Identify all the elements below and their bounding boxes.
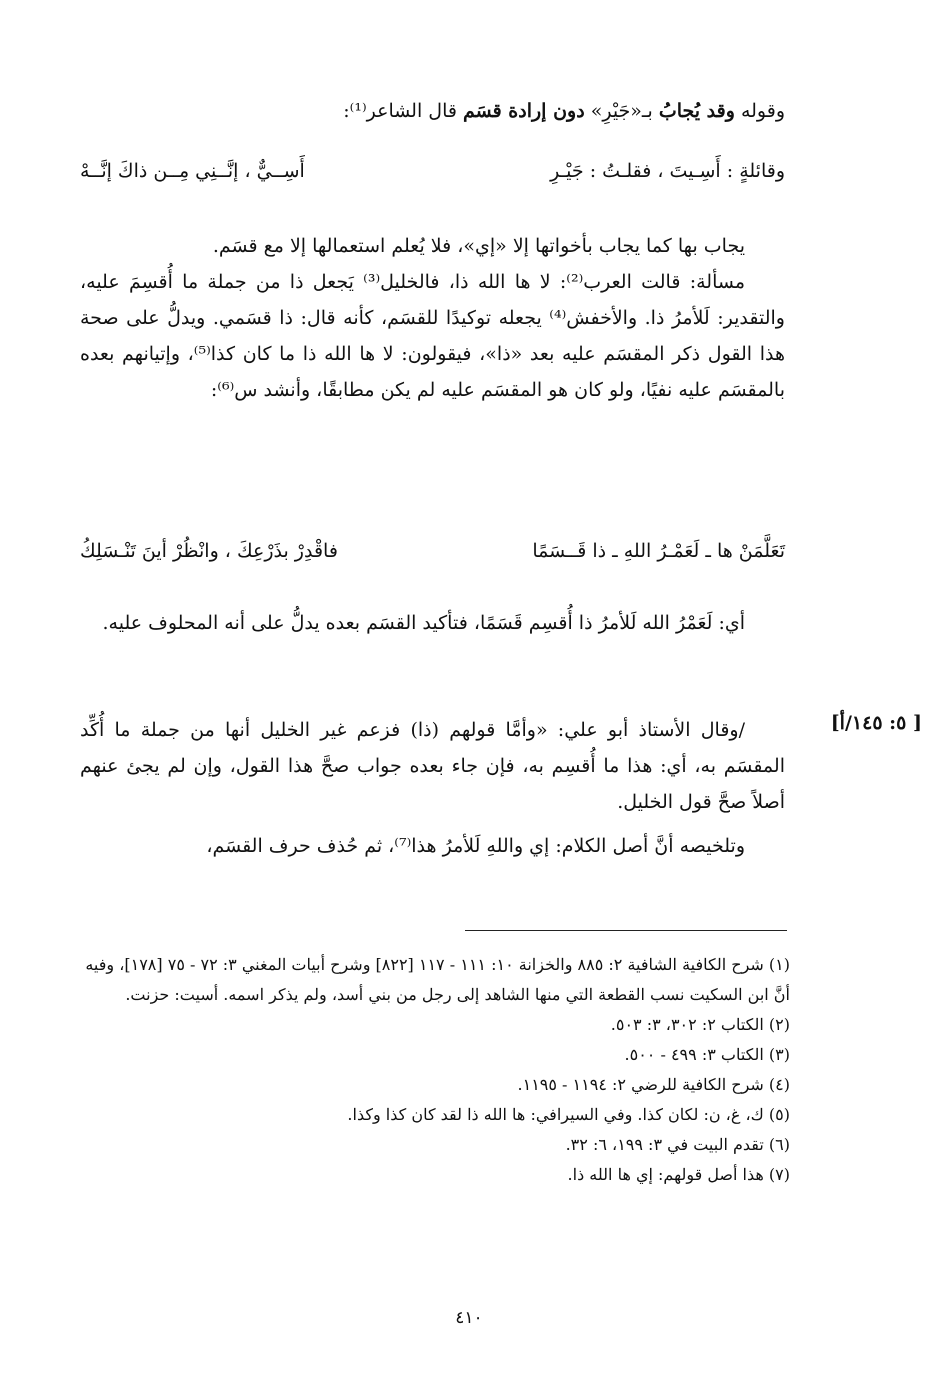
paragraph-1: يجاب بها كما يجاب بأخواتها إلا «إي»، فلا يُعلم استعمالها إلا مع قسَم. [212, 235, 745, 257]
verse-1-second-hemistich: أَسِــيٌّ ، إنَّــنِي مِــن ذاكَ إنَّــهْ [80, 160, 305, 182]
verse-1 [80, 160, 785, 182]
footnote-separator [465, 930, 787, 931]
footnote-3: (٣) الكتاب ٣: ٤٩٩ - ٥٠٠. [624, 1045, 790, 1064]
footnote-1: (١) شرح الكافية الشافية ٢: ٨٨٥ والخزانة ١٠: ١١١ - ١١٧ [٨٢٢] وشرح أبيات المغني ٣: ٧٢ - ٧٥ [١٧٨]، وفيه أنَّ ابن السكيت نسب القطعة التي منها الشاهد إلى رجل من بني أسد، ولم يذكر اسمه. أسيت: حزنت. [85, 955, 790, 1004]
section-heading [80, 100, 785, 122]
footnote-5: (٥) ك، غ، ن: لكان كذا. وفي السيرافي: ها الله ذا لقد كان كذا وكذا. [347, 1105, 790, 1124]
heading-post: قال الشاعر⁽¹⁾: [343, 100, 464, 122]
paragraph-3: أي: لَعَمْرُ الله لَلأمرُ ذا أُقسِم قَسَمًا، فتأكيد القسَم بعده يدلُّ على أنه المحلوف عليه. [102, 612, 745, 634]
page-number: ٤١٠ [455, 1308, 483, 1328]
heading-bold-1: وقد يُجابُ [658, 100, 735, 122]
manuscript-folio-reference: [ ٥: ١٤٥/أ] [830, 712, 922, 734]
heading-mid: بـ«جَيْرِ» [584, 100, 659, 122]
heading-pre: وقوله [734, 100, 785, 122]
verse-2-first-hemistich: تَعَلَّمَنْ ها ـ لَعَمْـرُ اللهِ ـ ذا قَــسَمًا [532, 540, 785, 562]
footnote-2: (٢) الكتاب ٢: ٣٠٢، ٣: ٥٠٣. [610, 1015, 790, 1034]
heading-bold-2: دون إرادة قسَم [463, 100, 585, 122]
footnote-7: (٧) هذا أصل قولهم: إي ها الله ذا. [567, 1165, 790, 1184]
body-block-3 [80, 712, 785, 864]
paragraph-2: مسألة: قالت العرب⁽²⁾: لا ها الله ذا، فالخليل⁽³⁾ يَجعل ذا من جملة ما أُقسِمَ عليه، والتقدير: لَلأمرُ ذا. والأخفش⁽⁴⁾ يجعله توكيدًا للقسَم، كأنه قال: ذا قسَمي. ويدلُّ على صحة هذا القول ذكر المقسَم عليه بعد «ذا»، فيقولون: لا ها الله ذا ما كان كذا⁽⁵⁾، وإتيانهم بعده بالمقسَم عليه نفيًا، ولو كان هو المقسَم عليه لم يكن مطابقًا، وأنشد س⁽⁶⁾: [80, 271, 785, 401]
verse-2 [80, 540, 785, 562]
verse-1-first-hemistich: وقائلةٍ : أَسِـيتَ ، فقلـتُ : جَيْـرِ [550, 160, 785, 182]
footnote-4: (٤) شرح الكافية للرضي ٢: ١١٩٤ - ١١٩٥. [517, 1075, 790, 1094]
body-block-1 [80, 228, 785, 408]
verse-2-second-hemistich: فاقْدِرْ بذَرْعِكَ ، وانْظُرْ أينَ تَنْـسَلِكُ [80, 540, 338, 562]
footnotes [80, 950, 790, 1190]
body-block-2 [80, 605, 785, 641]
paragraph-5: وتلخيصه أنَّ أصل الكلام: إي واللهِ لَلأمرُ هذا⁽⁷⁾، ثم حُذف حرف القسَم، [206, 835, 745, 857]
paragraph-4: /وقال الأستاذ أبو علي: «وأمَّا قولهم (ذا) فزعم غير الخليل أنها من جملة ما أُكِّد المقسَم به، أي: هذا ما أُقسِم به، فإن جاء بعده جواب صحَّ هذا القول، وإن لم يجئ عنهم أصلاً صحَّ قول الخليل. [80, 719, 785, 813]
footnote-6: (٦) تقدم البيت في ٣: ١٩٩، ٦: ٣٢. [565, 1135, 790, 1154]
